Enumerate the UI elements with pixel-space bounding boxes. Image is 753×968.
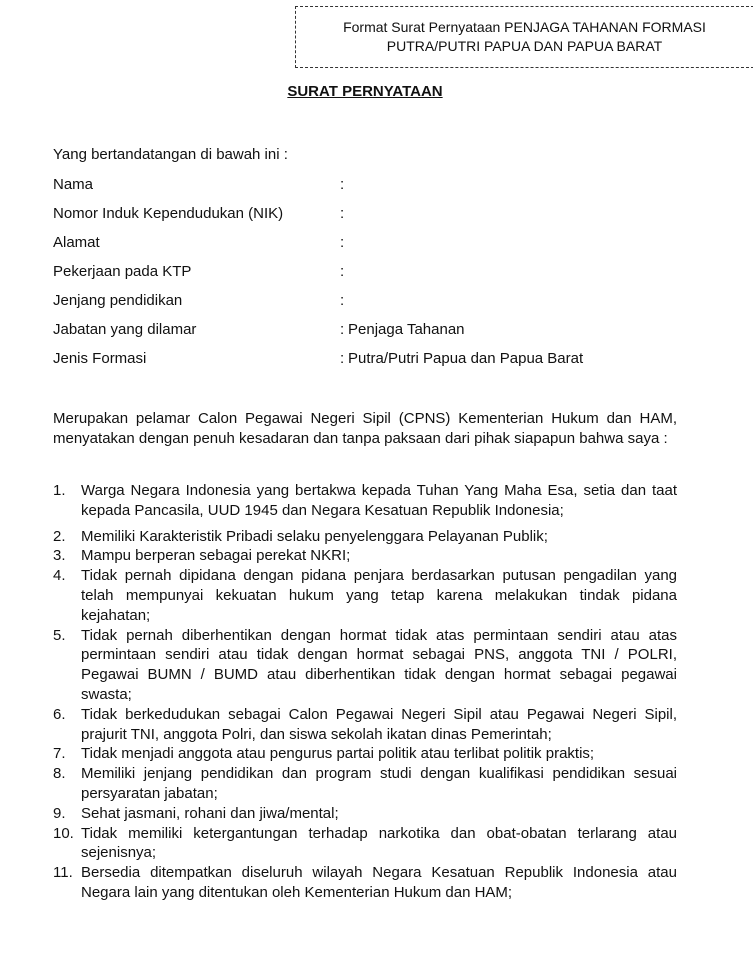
list-item-number: 10. <box>53 824 74 842</box>
list-item-text: Tidak menjadi anggota atau pengurus partai politik atau terlibat politik praktis; <box>81 745 595 763</box>
field-row-jabatan <box>53 320 673 349</box>
list-item-number: 4. <box>53 567 66 585</box>
intro-text: Yang bertandatangan di bawah ini : <box>53 146 288 163</box>
list-item <box>53 744 677 764</box>
list-item <box>53 527 677 547</box>
field-value <box>348 262 673 291</box>
list-item-number: 5. <box>53 626 66 644</box>
field-value <box>348 233 673 262</box>
list-item-number: 7. <box>53 745 66 763</box>
field-row-alamat <box>53 233 673 262</box>
list-item-text: Tidak memiliki ketergantungan terhadap narkotika dan obat-obatan terlarang atau sejenisnya; <box>81 824 677 862</box>
field-row-formasi <box>53 349 673 378</box>
field-label: Jenis Formasi <box>53 350 147 367</box>
list-item-text: Memiliki Karakteristik Pribadi selaku penyelenggara Pelayanan Publik; <box>81 527 548 545</box>
list-item <box>53 863 677 903</box>
list-item-text: Memiliki jenjang pendidikan dan program studi dengan kualifikasi pendidikan sesuai persyaratan jabatan; <box>81 765 677 802</box>
field-label: Pekerjaan pada KTP <box>53 263 192 280</box>
identity-fields <box>53 175 673 378</box>
document-title: SURAT PERNYATAAN <box>287 83 443 100</box>
list-item-number: 11. <box>53 864 73 882</box>
list-item <box>53 804 677 824</box>
list-item-text: Bersedia ditempatkan diseluruh wilayah Negara Kesatuan Republik Indonesia atau Negara lain yang ditentukan oleh Kementerian Hukum dan HAM; <box>81 864 677 901</box>
field-label: Alamat <box>53 234 100 251</box>
field-separator: : <box>340 350 345 367</box>
list-item <box>53 626 677 705</box>
statement-paragraph: Merupakan pelamar Calon Pegawai Negeri Sipil (CPNS) Kementerian Hukum dan HAM, menyatakan dengan penuh kesadaran dan tanpa paksaan dari pihak siapapun bahwa saya : <box>53 410 677 447</box>
field-separator: : <box>340 234 345 251</box>
list-item-text: Tidak pernah dipidana dengan pidana penjara berdasarkan putusan pengadilan yang telah mempunyai kekuatan hukum yang tetap karena melakukan tindak pidana kejahatan; <box>81 567 677 624</box>
list-item <box>53 546 677 566</box>
list-item-number: 3. <box>53 547 66 565</box>
list-item-text: Tidak berkedudukan sebagai Calon Pegawai Negeri Sipil atau Pegawai Negeri Sipil, prajurit TNI, anggota Polri, dan siswa sekolah ikatan dinas Pemerintah; <box>81 705 677 743</box>
list-item <box>53 824 677 864</box>
field-separator: : <box>340 176 345 193</box>
field-value <box>348 175 673 204</box>
field-value <box>348 204 673 233</box>
field-label: Nomor Induk Kependudukan (NIK) <box>53 205 284 222</box>
list-item-text: Mampu berperan sebagai perekat NKRI; <box>81 547 351 565</box>
list-item-text: Warga Negara Indonesia yang bertakwa kepada Tuhan Yang Maha Esa, setia dan taat kepada Pancasila, UUD 1945 dan Negara Kesatuan Republik Indonesia; <box>81 482 677 519</box>
list-item <box>53 566 677 625</box>
field-label: Jenjang pendidikan <box>53 292 183 309</box>
field-separator: : <box>340 292 345 309</box>
field-value <box>348 291 673 320</box>
field-row-pendidikan <box>53 291 673 320</box>
field-label: Jabatan yang dilamar <box>53 321 197 338</box>
list-item-text: Sehat jasmani, rohani dan jiwa/mental; <box>81 804 339 822</box>
list-item-number: 6. <box>53 705 66 723</box>
field-label: Nama <box>53 176 94 193</box>
field-value: Penjaga Tahanan <box>348 321 465 338</box>
list-item-number: 2. <box>53 527 66 545</box>
list-item-number: 1. <box>53 482 66 499</box>
field-row-nik <box>53 204 673 233</box>
field-separator: : <box>340 205 345 222</box>
field-row-pekerjaan <box>53 262 673 291</box>
list-item-number: 8. <box>53 765 66 783</box>
field-value: Putra/Putri Papua dan Papua Barat <box>348 350 584 367</box>
list-item <box>53 705 677 745</box>
statement-list <box>53 481 677 903</box>
list-item-text: Tidak pernah diberhentikan dengan hormat tidak atas permintaan sendiri atau atas permintaan sendiri atau tidak dengan hormat sebagai PNS, anggota TNI / POLRI, Pegawai BUMN / BUMD atau diberhentikan tidak dengan hormat sebagai pegawai swasta; <box>81 626 677 703</box>
field-separator: : <box>340 321 345 338</box>
list-item <box>53 764 677 804</box>
list-item-number: 9. <box>53 804 66 822</box>
format-box <box>295 6 753 68</box>
format-line-2: PUTRA/PUTRI PAPUA DAN PAPUA BARAT <box>386 38 663 54</box>
list-item <box>53 481 677 521</box>
field-row-nama <box>53 175 673 204</box>
format-line-1: Format Surat Pernyataan PENJAGA TAHANAN FORMASI <box>343 19 706 35</box>
field-separator: : <box>340 263 345 280</box>
